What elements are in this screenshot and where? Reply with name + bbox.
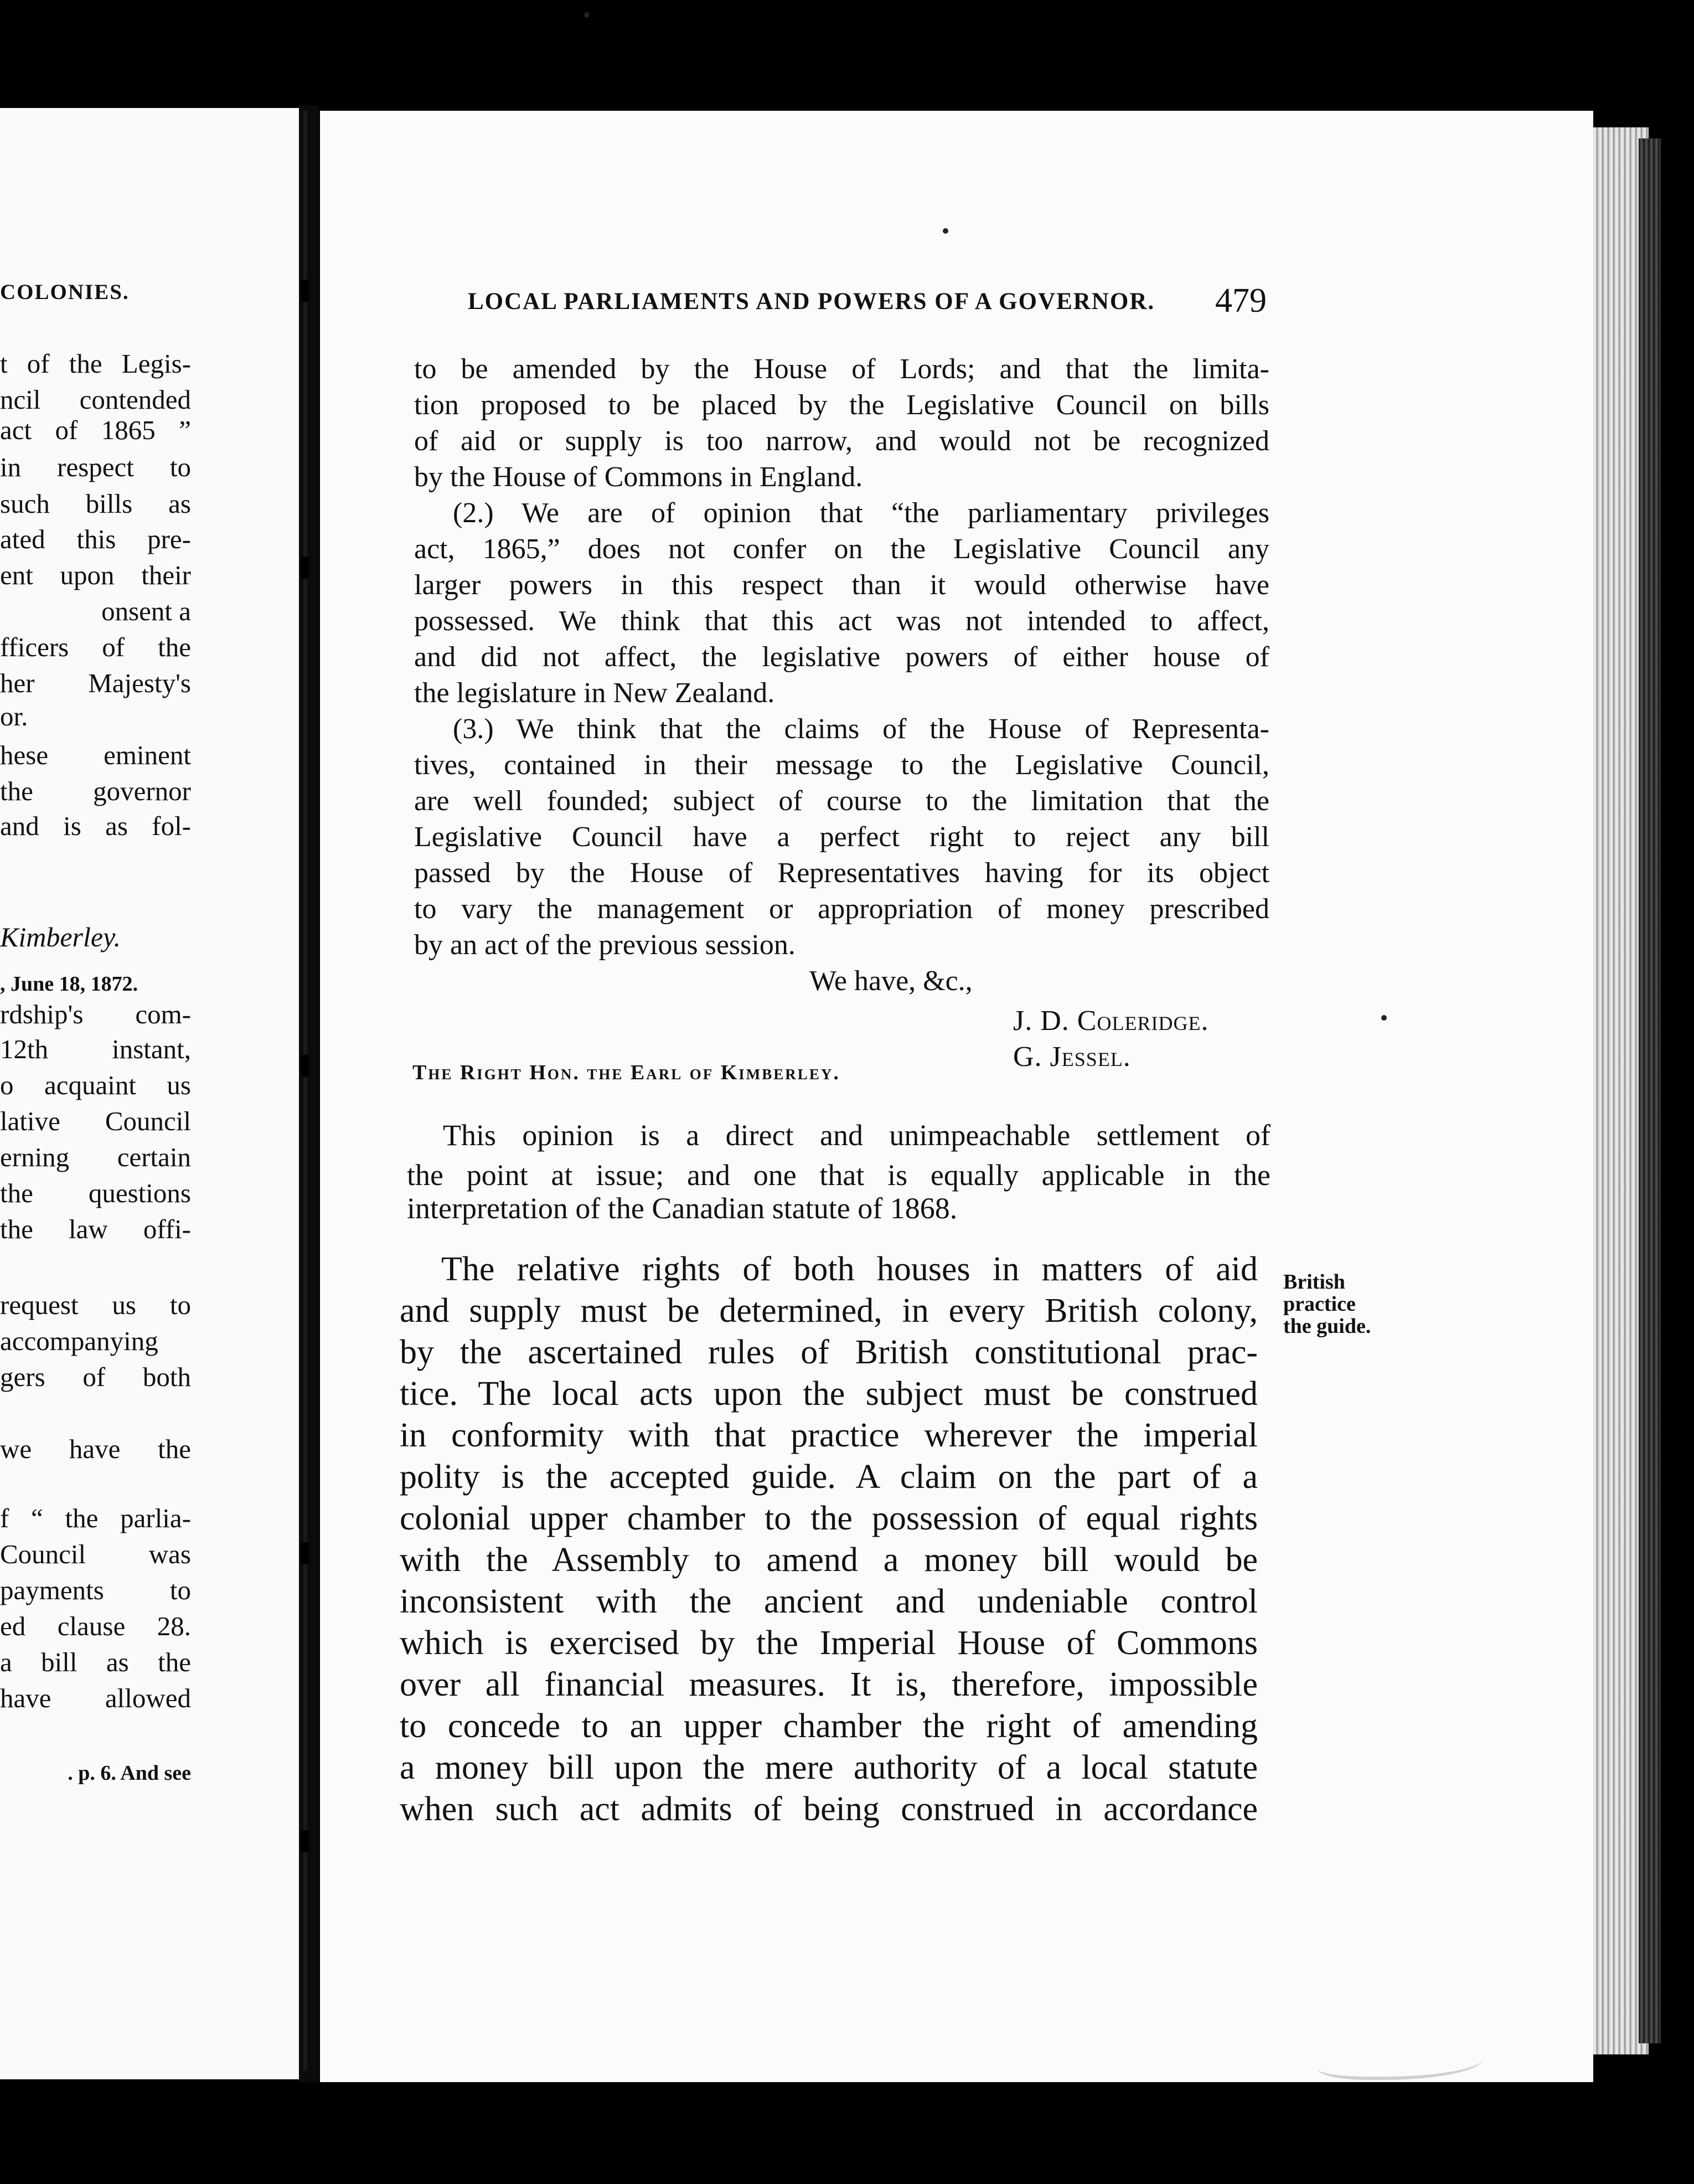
- left-text-line: erning certain: [0, 1142, 191, 1172]
- left-text-line: ated this pre-: [0, 524, 191, 554]
- left-text-line: act of 1865 ”: [0, 415, 191, 445]
- margin-note-line: British: [1283, 1270, 1345, 1294]
- opinion-line: (2.) We are of opinion that “the parliamentary privileges: [453, 497, 1269, 529]
- opinion-line: by an act of the previous session.: [414, 929, 796, 961]
- opinion-line: larger powers in this respect than it would otherwise have: [414, 569, 1269, 601]
- body-line: when such act admits of being construed in accordance: [400, 1790, 1258, 1828]
- body-line: which is exercised by the Imperial House of Commons: [400, 1624, 1258, 1662]
- opinion-line: Legislative Council have a perfect right to reject any bill: [414, 821, 1269, 853]
- left-text-line: request us to: [0, 1290, 191, 1320]
- left-text-line: Council was: [0, 1539, 191, 1569]
- left-text-line: rdship's com-: [0, 999, 191, 1029]
- body-line: by the ascertained rules of British constitutional prac-: [400, 1333, 1258, 1371]
- body-line: polity is the accepted guide. A claim on the part of a: [400, 1458, 1258, 1496]
- commentary-line: This opinion is a direct and unimpeachable settlement of: [443, 1119, 1270, 1152]
- page-number: 479: [1215, 282, 1267, 320]
- body-line: a money bill upon the mere authority of a local statute: [400, 1749, 1258, 1786]
- binding-mark: [301, 1055, 309, 1077]
- left-text-line: ed clause 28.: [0, 1611, 191, 1641]
- signatory-jessel: G. Jessel.: [1013, 1041, 1131, 1073]
- opinion-line: of aid or supply is too narrow, and would not be recognized: [414, 425, 1269, 457]
- opinion-line: by the House of Commons in England.: [414, 461, 863, 493]
- opinion-line: (3.) We think that the claims of the House of Representa-: [453, 713, 1269, 745]
- opinion-line: passed by the House of Representatives having for its object: [414, 857, 1269, 889]
- gutter-shadow: [303, 111, 307, 2071]
- left-text-line: o acquaint us: [0, 1070, 191, 1100]
- opinion-line: tion proposed to be placed by the Legislative Council on bills: [414, 389, 1269, 421]
- left-text-line: f “ the parlia-: [0, 1503, 191, 1533]
- left-text-line: hese eminent: [0, 740, 191, 770]
- body-line: and supply must be determined, in every British colony,: [400, 1292, 1258, 1330]
- binding-mark: [301, 557, 309, 579]
- book-block-edge: [1639, 138, 1661, 2043]
- body-line: to concede to an upper chamber the right of amending: [400, 1707, 1258, 1745]
- left-text-line: and is as fol-: [0, 811, 191, 841]
- closing-salutation: We have, &c.,: [809, 965, 973, 997]
- body-line: over all financial measures. It is, therefore, impossible: [400, 1666, 1258, 1703]
- left-text-line: accompanying: [0, 1326, 158, 1356]
- binding-mark: [301, 280, 309, 302]
- left-text-line: her Majesty's: [0, 668, 191, 698]
- opinion-line: to be amended by the House of Lords; and that the limita-: [414, 353, 1269, 385]
- binding-mark: [301, 1830, 309, 1852]
- left-text-line: t of the Legis-: [0, 348, 191, 379]
- opinion-line: and did not affect, the legislative powers of either house of: [414, 641, 1269, 673]
- left-running-head: COLONIES.: [0, 280, 130, 304]
- addressee-line: The Right Hon. the Earl of Kimberley.: [412, 1061, 840, 1084]
- running-head: LOCAL PARLIAMENTS AND POWERS OF A GOVERNOR.: [468, 289, 1155, 315]
- body-line: inconsistent with the ancient and undeniable control: [400, 1583, 1258, 1620]
- opinion-line: tives, contained in their message to the Legislative Council,: [414, 749, 1269, 781]
- commentary-line: the point at issue; and one that is equally applicable in the: [407, 1158, 1270, 1192]
- opinion-line: are well founded; subject of course to the limitation that the: [414, 785, 1269, 817]
- speck: [943, 228, 948, 234]
- body-line: with the Assembly to amend a money bill would be: [400, 1541, 1258, 1579]
- left-text-line: payments to: [0, 1575, 191, 1605]
- left-text-line: the governor: [0, 776, 191, 806]
- margin-note: [1283, 1271, 1372, 1337]
- left-text-line: or.: [0, 701, 28, 732]
- body-line: tice. The local acts upon the subject must be construed: [400, 1375, 1258, 1413]
- left-text-line: gers of both: [0, 1362, 191, 1392]
- left-dateline: , June 18, 1872.: [0, 972, 138, 996]
- left-signature: Kimberley.: [0, 921, 121, 952]
- book-gutter: [299, 105, 319, 2082]
- speck: [1381, 1015, 1387, 1021]
- body-line: colonial upper chamber to the possession of equal rights: [400, 1500, 1258, 1537]
- left-text-line: onsent a: [101, 596, 191, 626]
- left-text-line: have allowed: [0, 1683, 191, 1713]
- speck: [584, 12, 590, 18]
- left-text-line: lative Council: [0, 1106, 191, 1136]
- opinion-line: the legislature in New Zealand.: [414, 677, 775, 709]
- left-text-line: in respect to: [0, 452, 191, 482]
- left-text-line: ent upon their: [0, 560, 191, 590]
- left-text-line: the law offi-: [0, 1214, 191, 1244]
- left-text-line: the questions: [0, 1178, 191, 1208]
- left-text-line: fficers of the: [0, 632, 191, 662]
- binding-mark: [301, 1542, 309, 1564]
- body-line: The relative rights of both houses in matters of aid: [441, 1250, 1258, 1288]
- margin-note-line: the guide.: [1283, 1315, 1371, 1338]
- opinion-line: to vary the management or appropriation of money prescribed: [414, 893, 1269, 925]
- margin-note-line: practice: [1283, 1292, 1356, 1316]
- body-line: in conformity with that practice wherever the imperial: [400, 1416, 1258, 1454]
- opinion-line: act, 1865,” does not confer on the Legislative Council any: [414, 533, 1269, 565]
- left-text-line: we have the: [0, 1434, 191, 1464]
- signatory-coleridge: J. D. Coleridge.: [1013, 1005, 1209, 1037]
- opinion-line: possessed. We think that this act was not intended to affect,: [414, 605, 1269, 637]
- left-footnote-line: . p. 6. And see: [68, 1761, 191, 1785]
- left-text-line: a bill as the: [0, 1647, 191, 1677]
- left-text-line: ncil contended: [0, 384, 191, 415]
- left-text-line: 12th instant,: [0, 1034, 191, 1064]
- left-text-line: such bills as: [0, 488, 191, 519]
- commentary-line: interpretation of the Canadian statute of 1868.: [407, 1192, 958, 1225]
